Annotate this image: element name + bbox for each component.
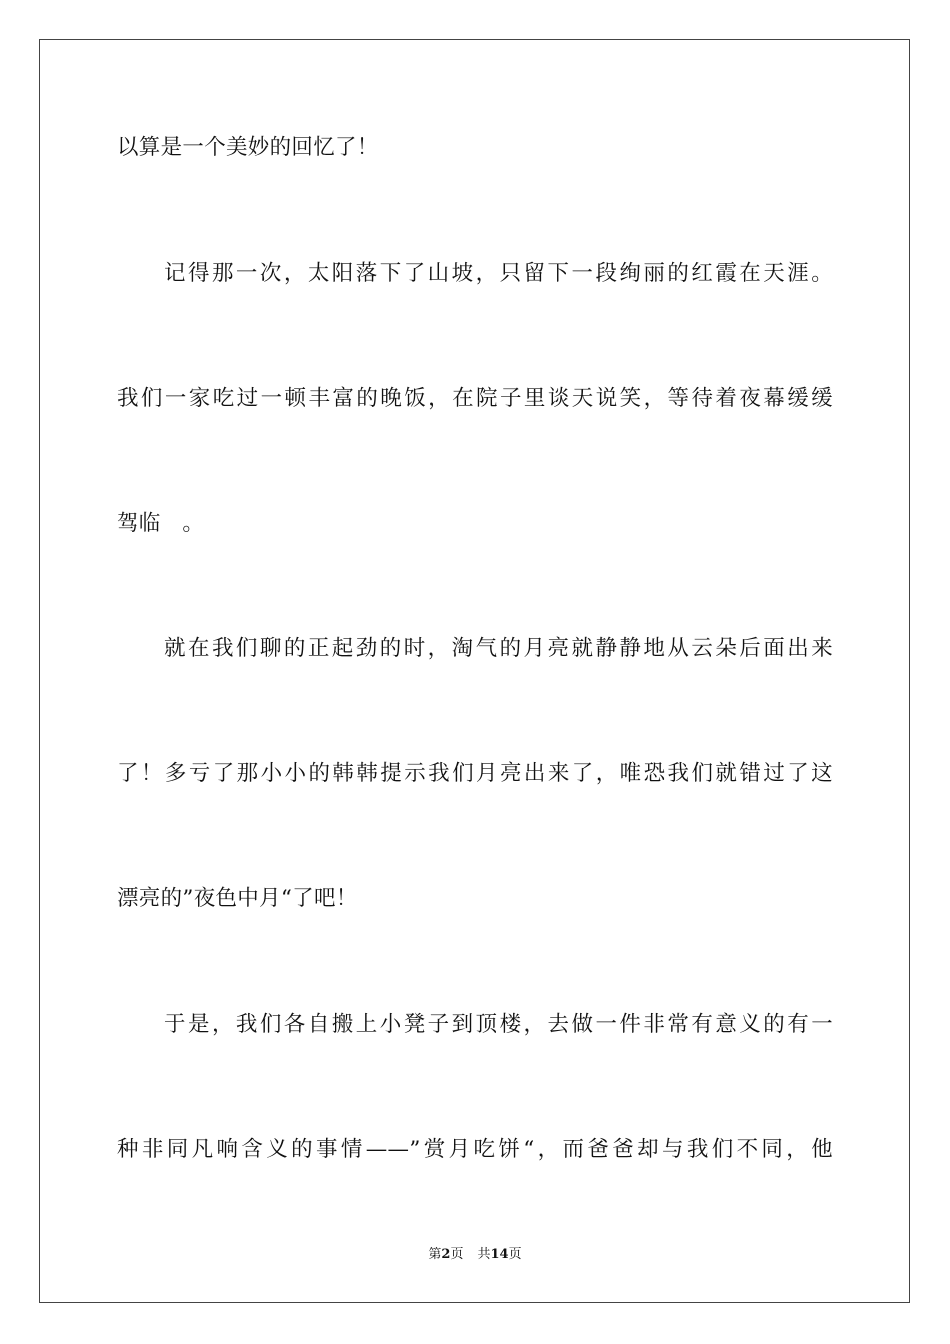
text-line-6: 了！多亏了那小小的韩韩提示我们月亮出来了，唯恐我们就错过了这 [117, 761, 833, 786]
text-line-7: 漂亮的”夜色中月“了吧！ [117, 886, 358, 911]
text-line-2: 记得那一次，太阳落下了山坡，只留下一段绚丽的红霞在天涯。 [164, 261, 833, 286]
text-line-9: 种非同凡响含义的事情——”赏月吃饼“，而爸爸却与我们不同，他 [117, 1137, 833, 1162]
text-line-8: 于是，我们各自搬上小凳子到顶楼，去做一件非常有意义的有一 [164, 1012, 833, 1037]
text-line-4: 驾临 。 [117, 511, 205, 536]
text-line-1: 以算是一个美妙的回忆了！ [117, 135, 379, 160]
footer-page-suffix: 页 [450, 1247, 464, 1262]
footer-page-prefix: 第 [428, 1247, 442, 1262]
text-line-3: 我们一家吃过一顿丰富的晚饭，在院子里谈天说笑，等待着夜幕缓缓 [117, 386, 833, 411]
text-line-5: 就在我们聊的正起劲的时，淘气的月亮就静静地从云朵后面出来 [164, 636, 833, 661]
footer-total-prefix: 共 [477, 1247, 491, 1262]
footer-total-suffix: 页 [508, 1247, 522, 1262]
footer-total-number: 14 [490, 1247, 509, 1262]
footer-page-number: 2 [441, 1247, 451, 1262]
page-footer [0, 1246, 950, 1264]
page-border [39, 39, 910, 1303]
